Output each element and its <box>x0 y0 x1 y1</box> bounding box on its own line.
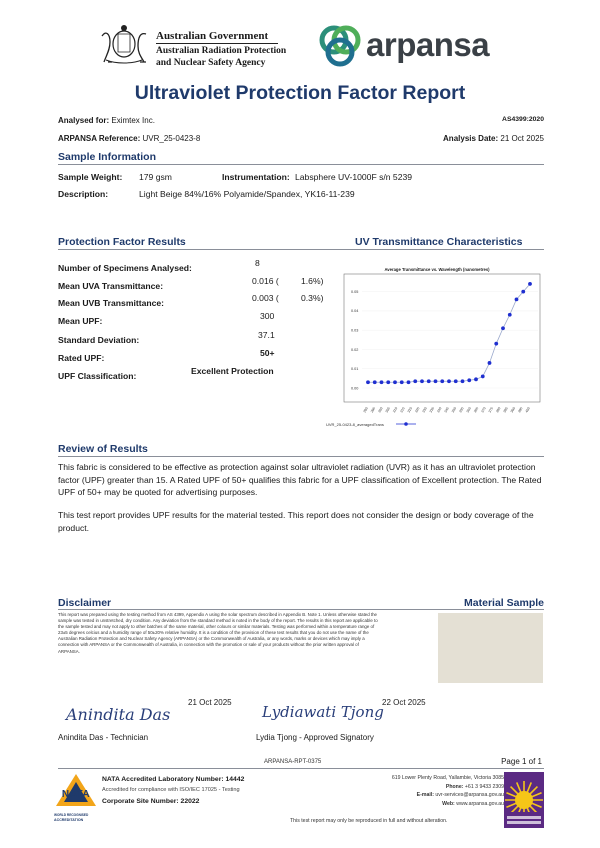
sample-weight-label: Sample Weight: <box>58 172 123 182</box>
chart-y-tick-label: 0.04 <box>351 309 359 314</box>
result-percent: 0.3%) <box>301 293 324 303</box>
result-value: 300 <box>260 311 275 321</box>
disclaimer-rule <box>58 609 544 610</box>
chart-x-tick-label: 365 <box>473 406 480 414</box>
analysed-for <box>58 116 155 125</box>
email-label: E-mail: <box>416 792 434 799</box>
result-value: Excellent Protection <box>191 366 274 376</box>
chart-x-tick-label: 375 <box>487 406 495 414</box>
chart-x-tick-label: 310 <box>392 406 399 414</box>
chart-x-tick-label: 330 <box>421 406 428 414</box>
result-row <box>58 330 318 348</box>
nata-logo <box>54 772 98 828</box>
review-paragraph-2: This test report provides UPF results for the material tested. This report does not consider the design or body coverage of the product. <box>58 510 534 533</box>
chart-x-tick-label: 290 <box>362 406 369 414</box>
sample-weight-value: 179 gsm <box>139 172 172 182</box>
address: 619 Lower Plenty Road, Yallambie, Victoria 3085 <box>391 775 504 781</box>
chart-point <box>420 379 424 383</box>
nata-site-number: Corporate Site Number: 22022 <box>102 798 200 805</box>
arpansa-knot-icon <box>314 20 366 72</box>
review-paragraph-1: This fabric is considered to be effective as protection against solar ultraviolet radiation (UVR) as it has an ultraviolet protection factor (UPF) greater than 15. A Rated UPF of 50+ qualifies this fabric for a UPF classification of Excellent protection. The Rated UPF of 50+ may be quoted for advertising purposes. <box>58 462 542 497</box>
chart-x-tick-label: 380 <box>495 406 502 414</box>
chart-point <box>373 380 377 384</box>
signature-date-1: 21 Oct 2025 <box>188 698 232 707</box>
gov-line-3: and Nuclear Safety Agency <box>156 58 266 68</box>
material-sample-swatch <box>438 613 543 683</box>
chart-y-tick-label: 0.03 <box>351 328 359 333</box>
gov-line-1: Australian Government <box>156 30 269 42</box>
review-heading: Review of Results <box>58 443 148 455</box>
web-link[interactable]: www.arpansa.gov.au <box>456 800 504 807</box>
chart-point <box>494 342 498 346</box>
description-value: Light Beige 84%/16% Polyamide/Spandex, YK16-11-239 <box>139 189 355 199</box>
result-value: 37.1 <box>258 330 275 340</box>
chart-x-tick-label: 295 <box>369 406 377 414</box>
analysis-date <box>443 134 544 143</box>
uv-chart <box>322 258 544 434</box>
chart-point <box>427 379 431 383</box>
chart-x-tick-label: 325 <box>414 406 421 414</box>
signatory-signature: Lydiawati Tjong <box>262 703 384 721</box>
chart-point <box>481 375 485 379</box>
chart-point <box>386 380 390 384</box>
crest-icon <box>96 22 152 66</box>
chart-legend-marker <box>404 422 408 426</box>
chart-point <box>440 379 444 383</box>
chart-x-tick-label: 300 <box>377 406 384 414</box>
email-line <box>392 791 504 800</box>
protection-heading: Protection Factor Results <box>58 236 186 248</box>
chart-y-tick-label: 0.00 <box>351 386 359 391</box>
government-crest <box>96 22 152 66</box>
result-label: UPF Classification: <box>58 371 137 381</box>
result-row <box>58 276 324 294</box>
result-label: Mean UPF: <box>58 316 103 326</box>
technician-signature: Anindita Das <box>66 705 171 724</box>
chart-point <box>447 379 451 383</box>
review-rule <box>58 456 544 457</box>
chart-point <box>461 379 465 383</box>
sample-info-rule <box>58 164 544 165</box>
result-label: Mean UVA Transmittance: <box>58 281 164 291</box>
chart-x-tick-label: 395 <box>517 406 524 414</box>
chart-point <box>474 377 478 381</box>
result-row <box>58 258 318 276</box>
nata-accreditation: Accredited for compliance with ISO/IEC 17025 - Testing <box>102 787 240 793</box>
email-link[interactable]: uvr-services@arpansa.gov.au <box>435 792 504 799</box>
chart-x-tick-label: 400 <box>524 406 531 414</box>
result-value: 0.003 ( <box>252 293 279 303</box>
chart-point <box>508 313 512 317</box>
chart-point <box>400 380 404 384</box>
chart-x-tick-label: 315 <box>399 406 406 414</box>
description-label: Description: <box>58 189 109 199</box>
chart-x-tick-label: 335 <box>428 406 436 414</box>
result-value: 50+ <box>260 348 275 358</box>
result-value: 0.016 ( <box>252 276 279 286</box>
government-name <box>156 30 286 69</box>
chart-point <box>407 380 411 384</box>
nata-wordmark: NATA <box>61 789 91 800</box>
page-number: Page 1 of 1 <box>501 757 542 766</box>
chart-y-tick-label: 0.02 <box>351 347 359 352</box>
report-title: Ultraviolet Protection Factor Report <box>134 82 466 104</box>
chart-x-tick-label: 355 <box>458 406 465 414</box>
uv-heading: UV Transmittance Characteristics <box>355 236 523 248</box>
chart-y-tick-label: 0.01 <box>351 367 359 372</box>
chart-x-tick-label: 350 <box>450 406 458 414</box>
chart-legend-label: UVR_25-0423-8_averagedTrans <box>326 422 384 427</box>
disclaimer-heading: Disclaimer <box>58 597 112 609</box>
result-percent: 1.6%) <box>301 276 324 286</box>
chart-point <box>521 290 525 294</box>
arpansa-reference <box>58 134 200 143</box>
result-row <box>58 293 324 311</box>
chart-x-tick-label: 360 <box>465 406 472 414</box>
result-value: 8 <box>255 258 260 268</box>
result-label: Mean UVB Transmittance: <box>58 298 165 308</box>
analysed-for-value: Eximtex Inc. <box>111 116 155 125</box>
reproduction-notice: This test report may only be reproduced in full and without alteration. <box>290 818 448 824</box>
chart-point <box>515 297 519 301</box>
nata-tagline-1: WORLD RECOGNISED <box>54 813 89 817</box>
protection-rule <box>58 249 544 250</box>
nata-tagline-2: ACCREDITATION <box>54 818 84 822</box>
instrumentation-label: Instrumentation: <box>222 172 290 182</box>
result-row <box>58 311 318 329</box>
gov-line-2: Australian Radiation Protection <box>156 46 287 56</box>
phone-label: Phone: <box>445 783 464 790</box>
chart-point <box>528 282 532 286</box>
chart-point <box>434 379 438 383</box>
technician-name: Anindita Das - Technician <box>58 733 149 742</box>
chart-x-tick-label: 370 <box>480 406 487 414</box>
chart-x-tick-label: 345 <box>443 406 450 414</box>
doc-id: ARPANSA-RPT-0375 <box>264 759 322 765</box>
gov-divider <box>156 43 278 44</box>
result-row <box>58 366 318 384</box>
chart-x-tick-label: 340 <box>436 406 443 414</box>
web-line <box>392 800 504 809</box>
chart-x-tick-label: 385 <box>502 406 509 414</box>
footer-rule <box>58 768 544 769</box>
chart-point <box>501 326 505 330</box>
nata-details <box>102 774 244 807</box>
chart-point <box>380 380 384 384</box>
web-label: Web: <box>442 800 455 807</box>
sun-emblem-icon <box>504 772 544 828</box>
result-label: Number of Specimens Analysed: <box>58 263 192 273</box>
chart-x-tick-label: 305 <box>384 406 391 414</box>
contact-block <box>392 774 504 808</box>
reference-label: ARPANSA Reference: <box>58 134 141 143</box>
disclaimer-text: This report was prepared using the testing method from AS 4399, Appendix A using the solar spectrum described in Appendix B. Note 1. Unless otherwise stated the sample was tested in unstretched, dry condition. Any deviation from the standard method is noted in the body of the report. The results in this report are applicable to the sample tested and may not apply to other batches of the same material, other colours or similar materials. Testing was performed within a temperature range of 23±5 degrees celcius and a humidity range of 50±20% relative humidity. It is a condition of the provision of these test results that you do not use the name of the Australian Radiation Protection and Nuclear Safety Agency (ARPANSA) or the Commonwealth of Australia, or any words, marks or devices which may imply a connection with ARPANSA or the Commonwealth of Australia, in connection with the promotion or sale of your products without the prior written approval of ARPANSA. <box>58 612 378 654</box>
arpansa-wordmark: arpansa <box>366 26 490 63</box>
chart-y-tick-label: 0.05 <box>351 289 359 294</box>
chart-title: Average Transmittance vs. Wavelength (nanometres) <box>384 267 490 272</box>
result-label: Rated UPF: <box>58 353 105 363</box>
analysed-for-label: Analysed for: <box>58 116 110 125</box>
result-row <box>58 348 318 366</box>
nata-lab-number: NATA Accredited Laboratory Number: 14442 <box>102 776 245 783</box>
standard-ref: AS4399:2020 <box>502 116 544 123</box>
signature-date-2: 22 Oct 2025 <box>382 698 426 707</box>
chart-x-tick-label: 390 <box>509 406 517 414</box>
chart-x-tick-label: 320 <box>406 406 414 414</box>
phone-line <box>392 783 504 792</box>
instrumentation-value: Labsphere UV-1000F s/n 5239 <box>295 172 413 182</box>
sun-emblem <box>504 772 544 828</box>
material-sample-heading: Material Sample <box>464 597 544 609</box>
chart-point <box>454 379 458 383</box>
chart-point <box>467 378 471 382</box>
uv-chart-svg <box>322 258 544 434</box>
analysis-date-label: Analysis Date: <box>443 134 499 143</box>
signatory-name: Lydia Tjong - Approved Signatory <box>256 733 374 742</box>
sample-info-heading: Sample Information <box>58 151 157 163</box>
chart-point <box>393 380 397 384</box>
result-label: Standard Deviation: <box>58 335 140 345</box>
arpansa-logo <box>314 20 504 72</box>
phone-value: +61 3 9433 2309 <box>464 783 504 790</box>
reference-value: UVR_25-0423-8 <box>142 134 201 143</box>
chart-point <box>488 361 492 365</box>
chart-point <box>366 380 370 384</box>
analysis-date-value: 21 Oct 2025 <box>500 134 544 143</box>
chart-point <box>413 379 417 383</box>
